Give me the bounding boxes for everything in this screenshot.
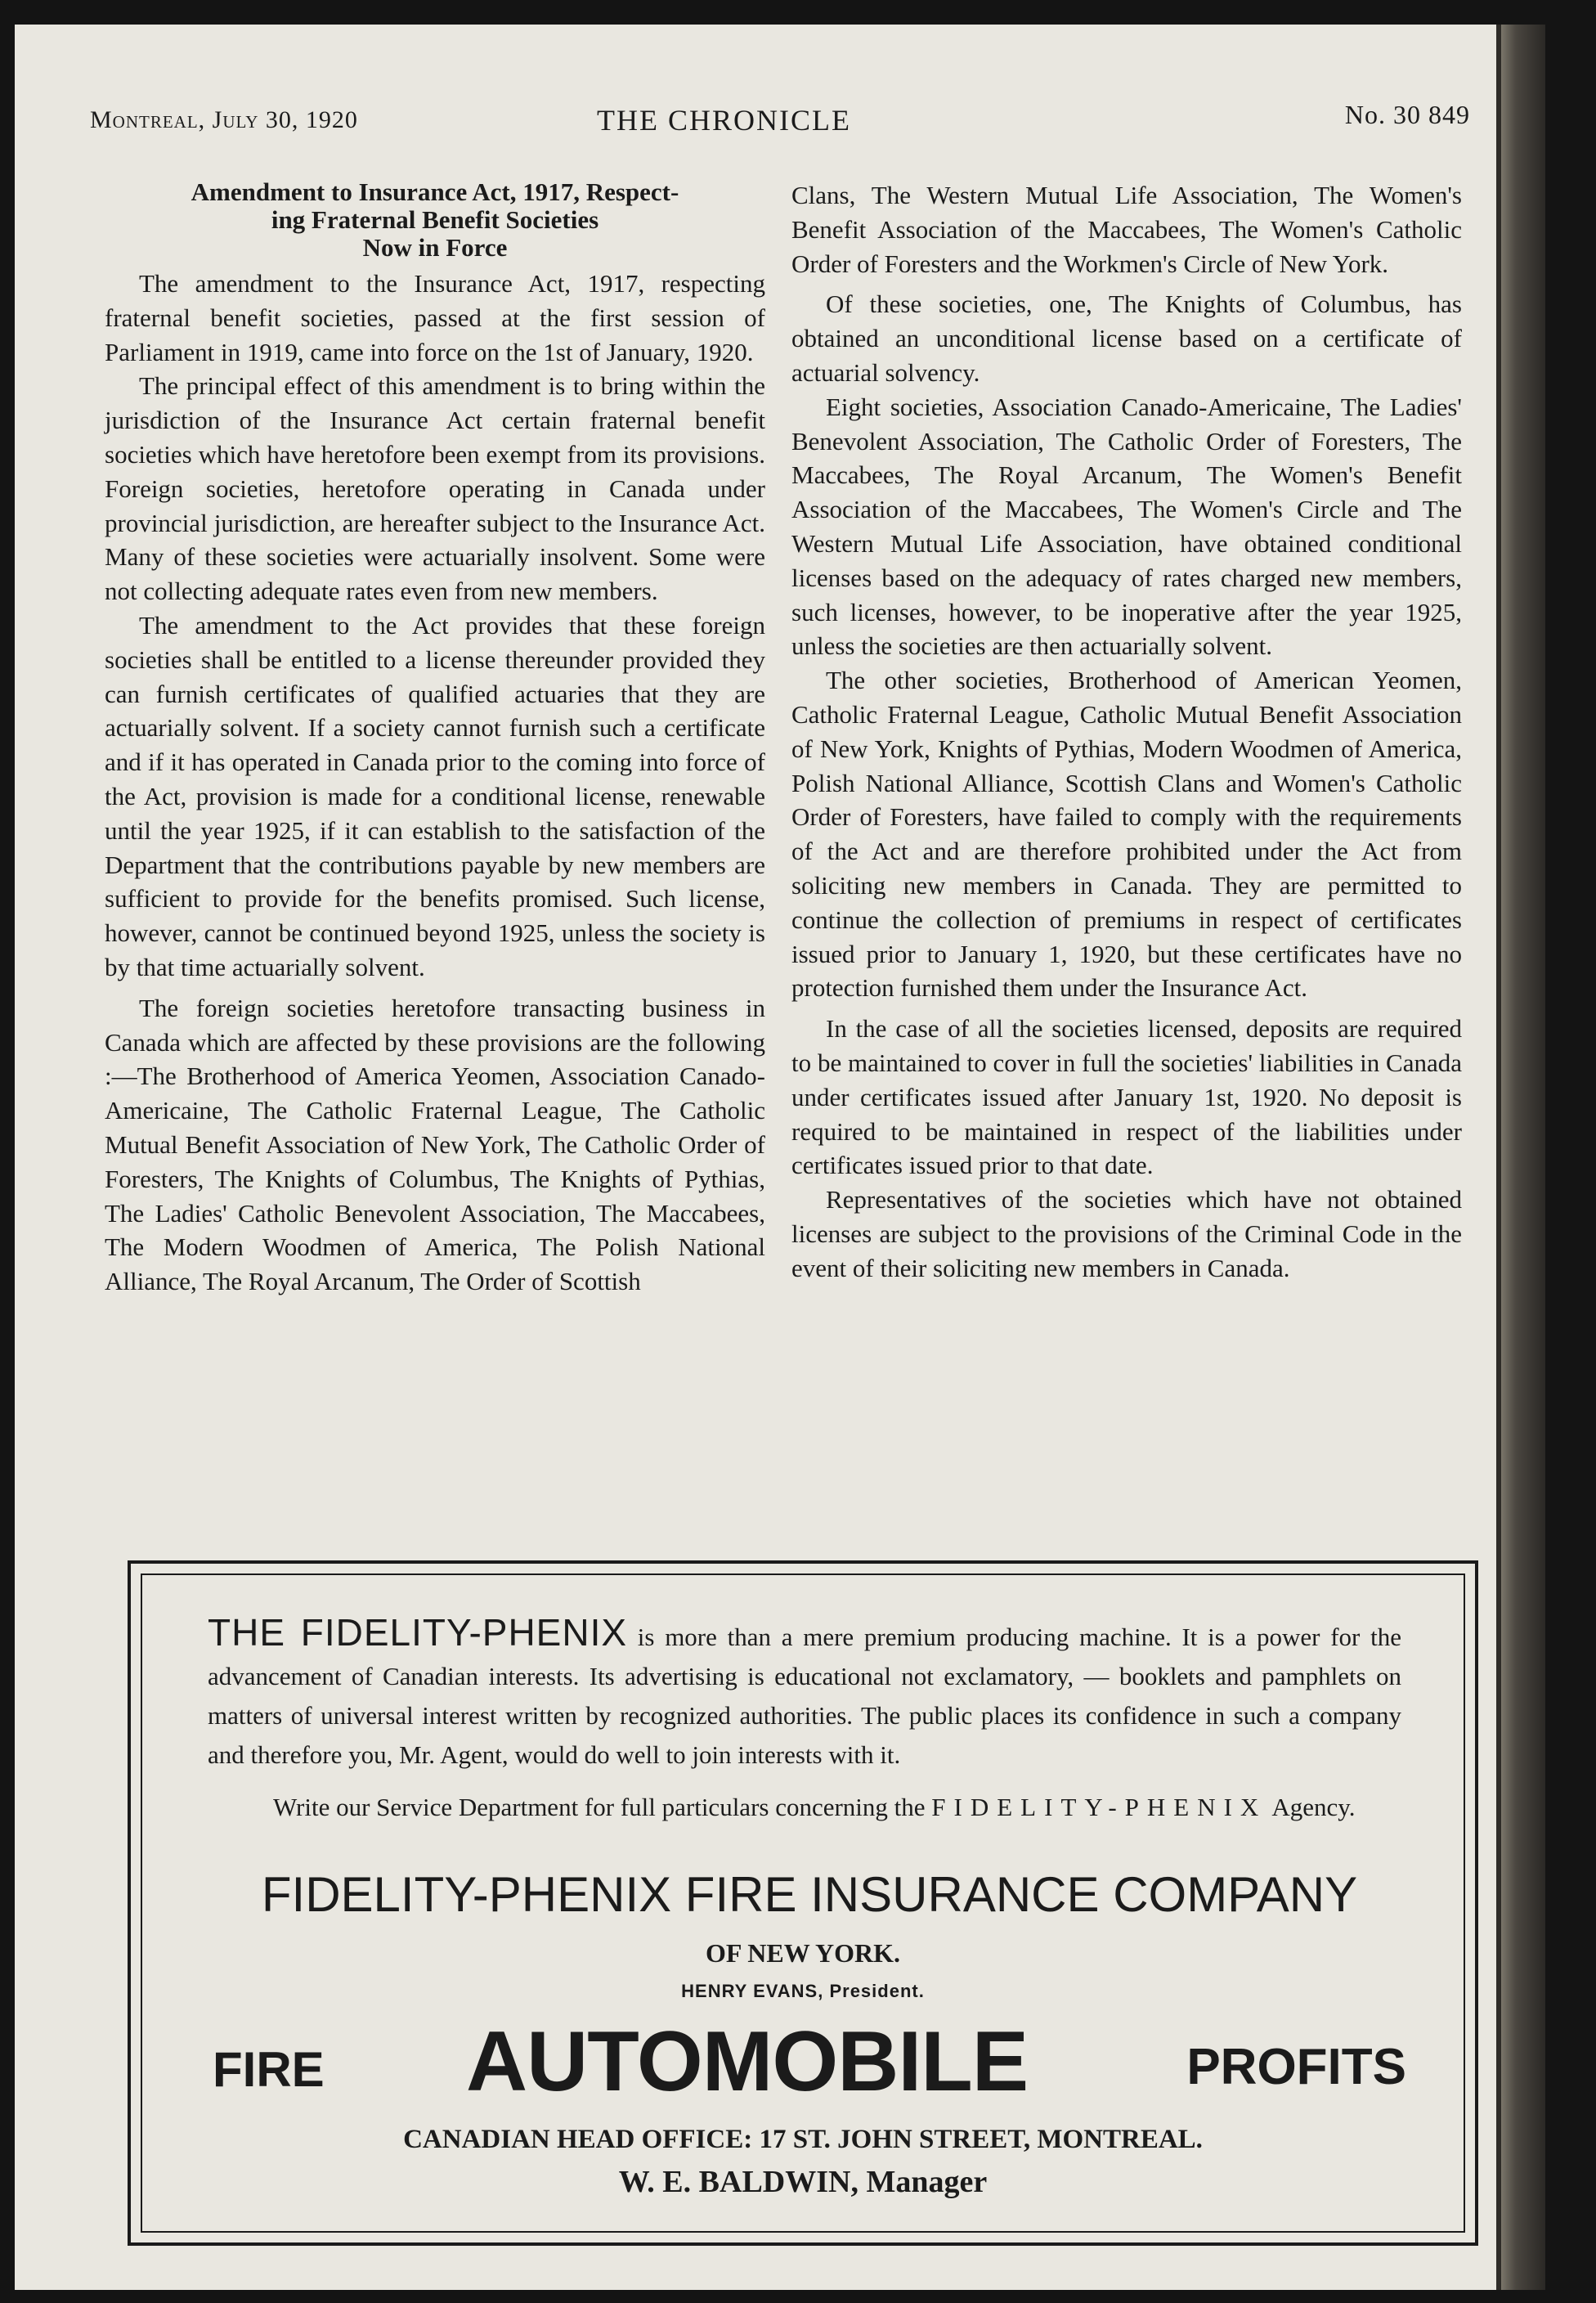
article-paragraph: The principal effect of this amendment is to bring within the jurisdiction of the Insurance Act certain fraternal benefit societies which have heretofore been exempt from its provisions. Foreign societies, heretofore operating in Canada under provincial jurisdiction, are hereafter subject to the Insurance Act. Many of these societies were actuarially insolvent. Some were not collecting adequate rates even from new members.: [105, 371, 765, 606]
article-title-line: Amendment to Insurance Act, 1917, Respect-: [191, 177, 679, 206]
advertisement-copy: [208, 1613, 1401, 1827]
header-title: THE CHRONICLE: [597, 104, 851, 137]
advertisement-box: [128, 1560, 1478, 2246]
article-paragraph: Eight societies, Association Canado-Americaine, The Ladies' Benevolent Association, The Catholic Order of Foresters, The Maccabees, The Royal Arcanum, The Women's Benefit Association of the Maccabees, The Women's Circle and The Western Mutual Life Association, have obtained conditional licenses based on the adequacy of rates charged new members, such licenses, however, to be inoperative after the year 1925, unless the societies are then actuarially solvent.: [791, 392, 1462, 661]
ad-lead-heading: THE FIDELITY-PHENIX: [208, 1611, 628, 1654]
page-header: [90, 87, 1470, 137]
article-paragraph: The foreign societies heretofore transacting business in Canada which are affected by these provisions are the following :—The Brotherhood of America Yeomen, Association Canado-Americaine, The Catholic Fraternal League, The Catholic Mutual Benefit Association of New York, The Catholic Order of Foresters, The Knights of Columbus, The Knights of Pythias, The Ladies' Catholic Benevolent Association, The Maccabees, The Modern Woodmen of America, The Polish National Alliance, The Royal Arcanum, The Order of Scottish: [105, 993, 765, 1296]
ad-company-location: OF NEW YORK.: [706, 1938, 900, 1968]
article-paragraph: Clans, The Western Mutual Life Association, The Women's Benefit Association of the Maccabees, The Women's Catholic Order of Foresters and the Workmen's Circle of New York.: [791, 181, 1462, 278]
ad-president: HENRY EVANS, President.: [681, 1981, 925, 2001]
ad-call-to-action: [208, 1788, 1401, 1827]
header-date: Montreal, July 30, 1920: [90, 106, 358, 133]
ad-manager: W. E. BALDWIN, Manager: [618, 2165, 988, 2199]
ad-line-fire: FIRE: [213, 2042, 325, 2097]
ad-line-automobile: AUTOMOBILE: [466, 2014, 1029, 2109]
article-title: [105, 178, 765, 262]
article-paragraph: Representatives of the societies which have not obtained licenses are subject to the provisions of the Criminal Code in the event of their soliciting new members in Canada.: [791, 1185, 1462, 1282]
article-paragraph: The amendment to the Act provides that these foreign societies shall be entitled to a license thereunder provided they can furnish certificates of qualified actuaries that they are actuarially solvent. If a society cannot furnish such a certificate and if it has operated in Canada prior to the coming into force of the Act, provision is made for a conditional license, renewable until the year 1925, if it can establish to the satisfaction of the Department that the contributions payable by new members are sufficient to provide for the benefits promised. Such license, however, cannot be continued beyond 1925, unless the society is by that time actuarially solvent.: [105, 610, 765, 981]
ad-head-office: CANADIAN HEAD OFFICE: 17 ST. JOHN STREET, MONTREAL.: [403, 2125, 1203, 2154]
article-paragraph: The amendment to the Insurance Act, 1917, respecting fraternal benefit societies, passed at the first session of Parliament in 1919, came into force on the 1st of January, 1920.: [105, 269, 765, 366]
ad-write-prefix: Write our Service Department for full particulars concerning the: [273, 1793, 926, 1821]
header-page-number: No. 30 849: [1344, 100, 1470, 129]
article-paragraph: Of these societies, one, The Knights of Columbus, has obtained an unconditional license based on a certificate of actuarial solvency.: [791, 290, 1462, 387]
book-spine: [1496, 25, 1545, 2290]
article-title-line: Now in Force: [362, 233, 508, 262]
article-paragraph: In the case of all the societies licensed, deposits are required to be maintained to cover in full the societies' liabilities in Canada under certificates issued after January 1st, 1920. No deposit is required to be maintained in respect of the liabilities under certificates issued prior to that date.: [791, 1014, 1462, 1180]
article-column-left: [105, 178, 765, 1299]
ad-write-spaced: FIDELITY-PHENIX: [931, 1793, 1267, 1821]
article-paragraph: The other societies, Brotherhood of American Yeomen, Catholic Fraternal League, Catholic Mutual Benefit Association of New York, Knights of Pythias, Modern Woodmen of America, Polish National Alliance, Scottish Clans and Women's Catholic Order of Foresters, have failed to comply with the requirements of the Act and are therefore prohibited under the Act from soliciting new members in Canada. They are permitted to continue the collection of premiums in respect of certificates issued prior to January 1, 1920, but these certificates have no protection furnished them under the Insurance Act.: [791, 666, 1462, 1003]
newspaper-page: [15, 25, 1545, 2290]
ad-body-text: is more than a mere premium producing machine. It is a power for the advancement of Canadian interests. Its advertising is educational not exclamatory, — booklets and pamphlets on matters of universal interest written by recognized authorities. The public places its confidence in such a company and therefore you, Mr. Agent, would do well to join interests with it.: [208, 1623, 1401, 1769]
article-column-right: [791, 178, 1462, 1286]
ad-lines-of-business: [213, 2013, 1406, 2109]
ad-company-name: FIDELITY-PHENIX FIRE INSURANCE COMPANY: [261, 1867, 1358, 1922]
ad-paragraph: [208, 1613, 1401, 1775]
ad-write-suffix: Agency.: [1271, 1793, 1356, 1821]
article-title-line: ing Fraternal Benefit Societies: [271, 205, 599, 234]
ad-line-profits: PROFITS: [1186, 2039, 1406, 2095]
spine-edge: [1496, 25, 1501, 2290]
